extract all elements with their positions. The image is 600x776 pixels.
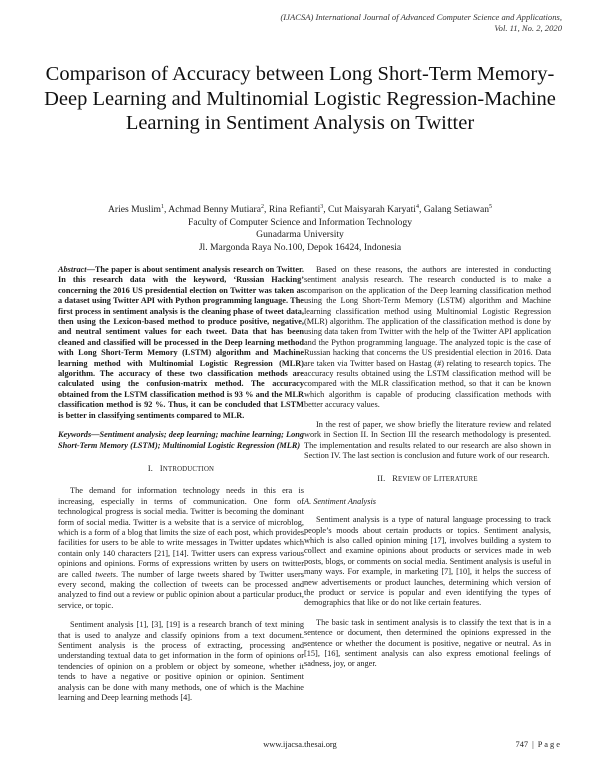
- journal-volume: Vol. 11, No. 2, 2020: [494, 23, 562, 33]
- author-affil-mark: 2: [261, 204, 265, 210]
- affiliation-address: Jl. Margonda Raya No.100, Depok 16424, Indonesia: [198, 241, 402, 253]
- footer-page-number: [516, 740, 561, 749]
- page-number: 747: [515, 740, 529, 749]
- author-affil-mark: 5: [489, 204, 493, 210]
- page-separator: |: [532, 740, 534, 749]
- author-separator: ,: [323, 204, 329, 216]
- author-name: Cut Maisyarah Karyati: [328, 204, 416, 216]
- page-label: P a g e: [537, 740, 560, 749]
- right-column: [304, 265, 551, 679]
- section-number: II.: [377, 474, 386, 484]
- section-title-rest: ITERATURE: [438, 476, 478, 484]
- journal-header: [280, 12, 562, 34]
- author-name: Aries Muslim: [107, 204, 162, 216]
- section-initial: L: [433, 474, 439, 484]
- intro-p1-text: The demand for information technology needs in this era is increasing, especially in terms of communication. One form of technological progress is social media. Twitter is becoming the dominant form of social media. Twitter is a website that is a service of microblog, which is a form of a blog that limits the size of each post, which provides facilities for users to be able to write messages in Twitter updates which contain only 140 characters [21], [14]. Twitter users can express various opinions and opinions. Forms of expressions written by users on twitter are called: [58, 486, 304, 579]
- author-affil-mark: 3: [320, 204, 324, 210]
- section-number: I.: [147, 463, 154, 473]
- intro-paragraph-1: [58, 486, 304, 611]
- author-name: Rina Refianti: [268, 204, 321, 216]
- affiliation-university: Gunadarma University: [256, 229, 344, 241]
- author-affil-mark: 1: [161, 204, 165, 210]
- section-heading-introduction: [58, 464, 304, 475]
- section-initial: R: [392, 474, 398, 484]
- journal-name: (IJACSA) International Journal of Advanced Computer Science and Applications,: [280, 12, 562, 22]
- section-heading-literature: [304, 474, 551, 485]
- abstract-label: Abstract: [58, 265, 87, 274]
- authors-block: [40, 201, 560, 254]
- author-name: Achmad Benny Mutiara: [168, 204, 262, 216]
- keywords: Keywords—Sentiment analysis; deep learning; machine learning; Long Short-Term Memory (LSTM); Multinomial Logistic Regression (MLR): [58, 430, 304, 450]
- left-column: [58, 265, 304, 712]
- abstract-text: —The paper is about sentiment analysis research on Twitter. In this research data with the keyword, ‘Russian Hacking’ concerning the 2016 US presidential election on Twitter was taken as a dataset using Twitter API with Python programming language. The first process in sentiment analysis is the cleaning phase of tweet data, then using the Lexicon-based method to produce positive, negative, and neutral sentiment values for each tweet. Data that has been cleaned and classified will be processed in the Deep learning method with Long Short-Term Memory (LSTM) algorithm and Machine learning method with Multinomial Logistic Regression (MLR) algorithm. The accuracy of these two classification methods are calculated using the confusion-matrix method. The accuracy obtained from the LSTM classification method is 93 % and the MLR classification method is 92 %. Thus, it can be concluded that LSTM is better in classifying sentiments compared to MLR.: [58, 265, 304, 420]
- paper-title: Comparison of Accuracy between Long Short-Term Memory-Deep Learning and Multinomial Logistic Regression-Machine Learning in Sentiment Analysis on Twitter: [44, 63, 556, 134]
- abstract: [58, 265, 304, 421]
- author-separator: ,: [264, 204, 269, 216]
- author-separator: ,: [418, 204, 424, 216]
- right-paragraph-2: In the rest of paper, we show briefly the literature review and related work in Section II. In Section III the research methodology is presented. The implementation and results related to our research are also shown in Section IV. The last section is conclusion and future work of our research.: [304, 419, 551, 460]
- affiliation-faculty: Faculty of Computer Science and Information Technology: [187, 216, 412, 228]
- section-title-rest: EVIEW OF: [398, 476, 434, 484]
- intro-paragraph-2: Sentiment analysis [1], [3], [19] is a research branch of text mining that is used to analyze and classify opinions from a text document. Sentiment analysis is the process of extracting, processing and understanding textual data to get information in the form of opinions or tendencies of opinion on a problem or object by someone, whether it tends to have a negative or positive opinion or opinion. Sentiment analysis can be done with many methods, one of which is the Machine learning and Deep learning methods [4].: [58, 620, 304, 703]
- subsection-heading-sentiment: A. Sentiment Analysis: [304, 496, 376, 506]
- section-initial: I: [159, 463, 163, 473]
- author-list: [40, 201, 560, 217]
- intro-p1-emphasis: tweets: [95, 569, 116, 579]
- right-paragraph-3: Sentiment analysis is a type of natural language processing to track people’s moods about certain products or topics. Sentiment analysis, which is also called opinion mining [17], involves building a system to collect and examine opinions about products or services made in web posts, blogs, or comments on social media. Sentiment analysis is useful in many ways. For example, in marketing [7], [10], it helps the success of new advertisements or product launches, determining which version of the product or service is popular and even identifying the types of demographics that like or do not like certain features.: [304, 515, 551, 608]
- section-title-rest: NTRODUCTION: [162, 465, 215, 473]
- footer-url: www.ijacsa.thesai.org: [263, 740, 337, 749]
- intro-p1-text-end: . The number of large tweets shared by Twitter users every second, making the collection of tweets can be processed and analyzed to find out a review or public opinion about a particular product, service, or topic.: [58, 569, 304, 610]
- author-separator: ,: [164, 204, 169, 216]
- author-name: Galang Setiawan: [423, 204, 490, 216]
- right-paragraph-4: The basic task in sentiment analysis is to classify the text that is in a sentence or document, then determined the opinions expressed in the sentence or whether the document is positive, negative or neutral. As in [15], [16], sentiment analysis can also express emotional feelings of sadness, joy, or anger.: [304, 617, 551, 669]
- author-affil-mark: 4: [415, 204, 419, 210]
- right-paragraph-1: Based on these reasons, the authors are interested in conducting sentiment analysis research. The research conducted is to make a comparison on the application of the Deep learning classification method using the Long Short-Term Memory (LSTM) algorithm and Machine learning classification method using Multinomial Logistic Regression (MLR) algorithm. The application of the classification method is done by using data taken from Twitter with the help of the Twitter API application and the Python programming language. The analyzed topic is the case of Russian hacking that concerns the US presidential election in 2016. Data are taken via Twitter based on Hastag (#) relating to research topics. The accuracy results obtained using the LSTM classification method will be compared with the MLR classification method, so that it can be known which algorithm is capable of producing classification methods with better accuracy values.: [304, 265, 551, 410]
